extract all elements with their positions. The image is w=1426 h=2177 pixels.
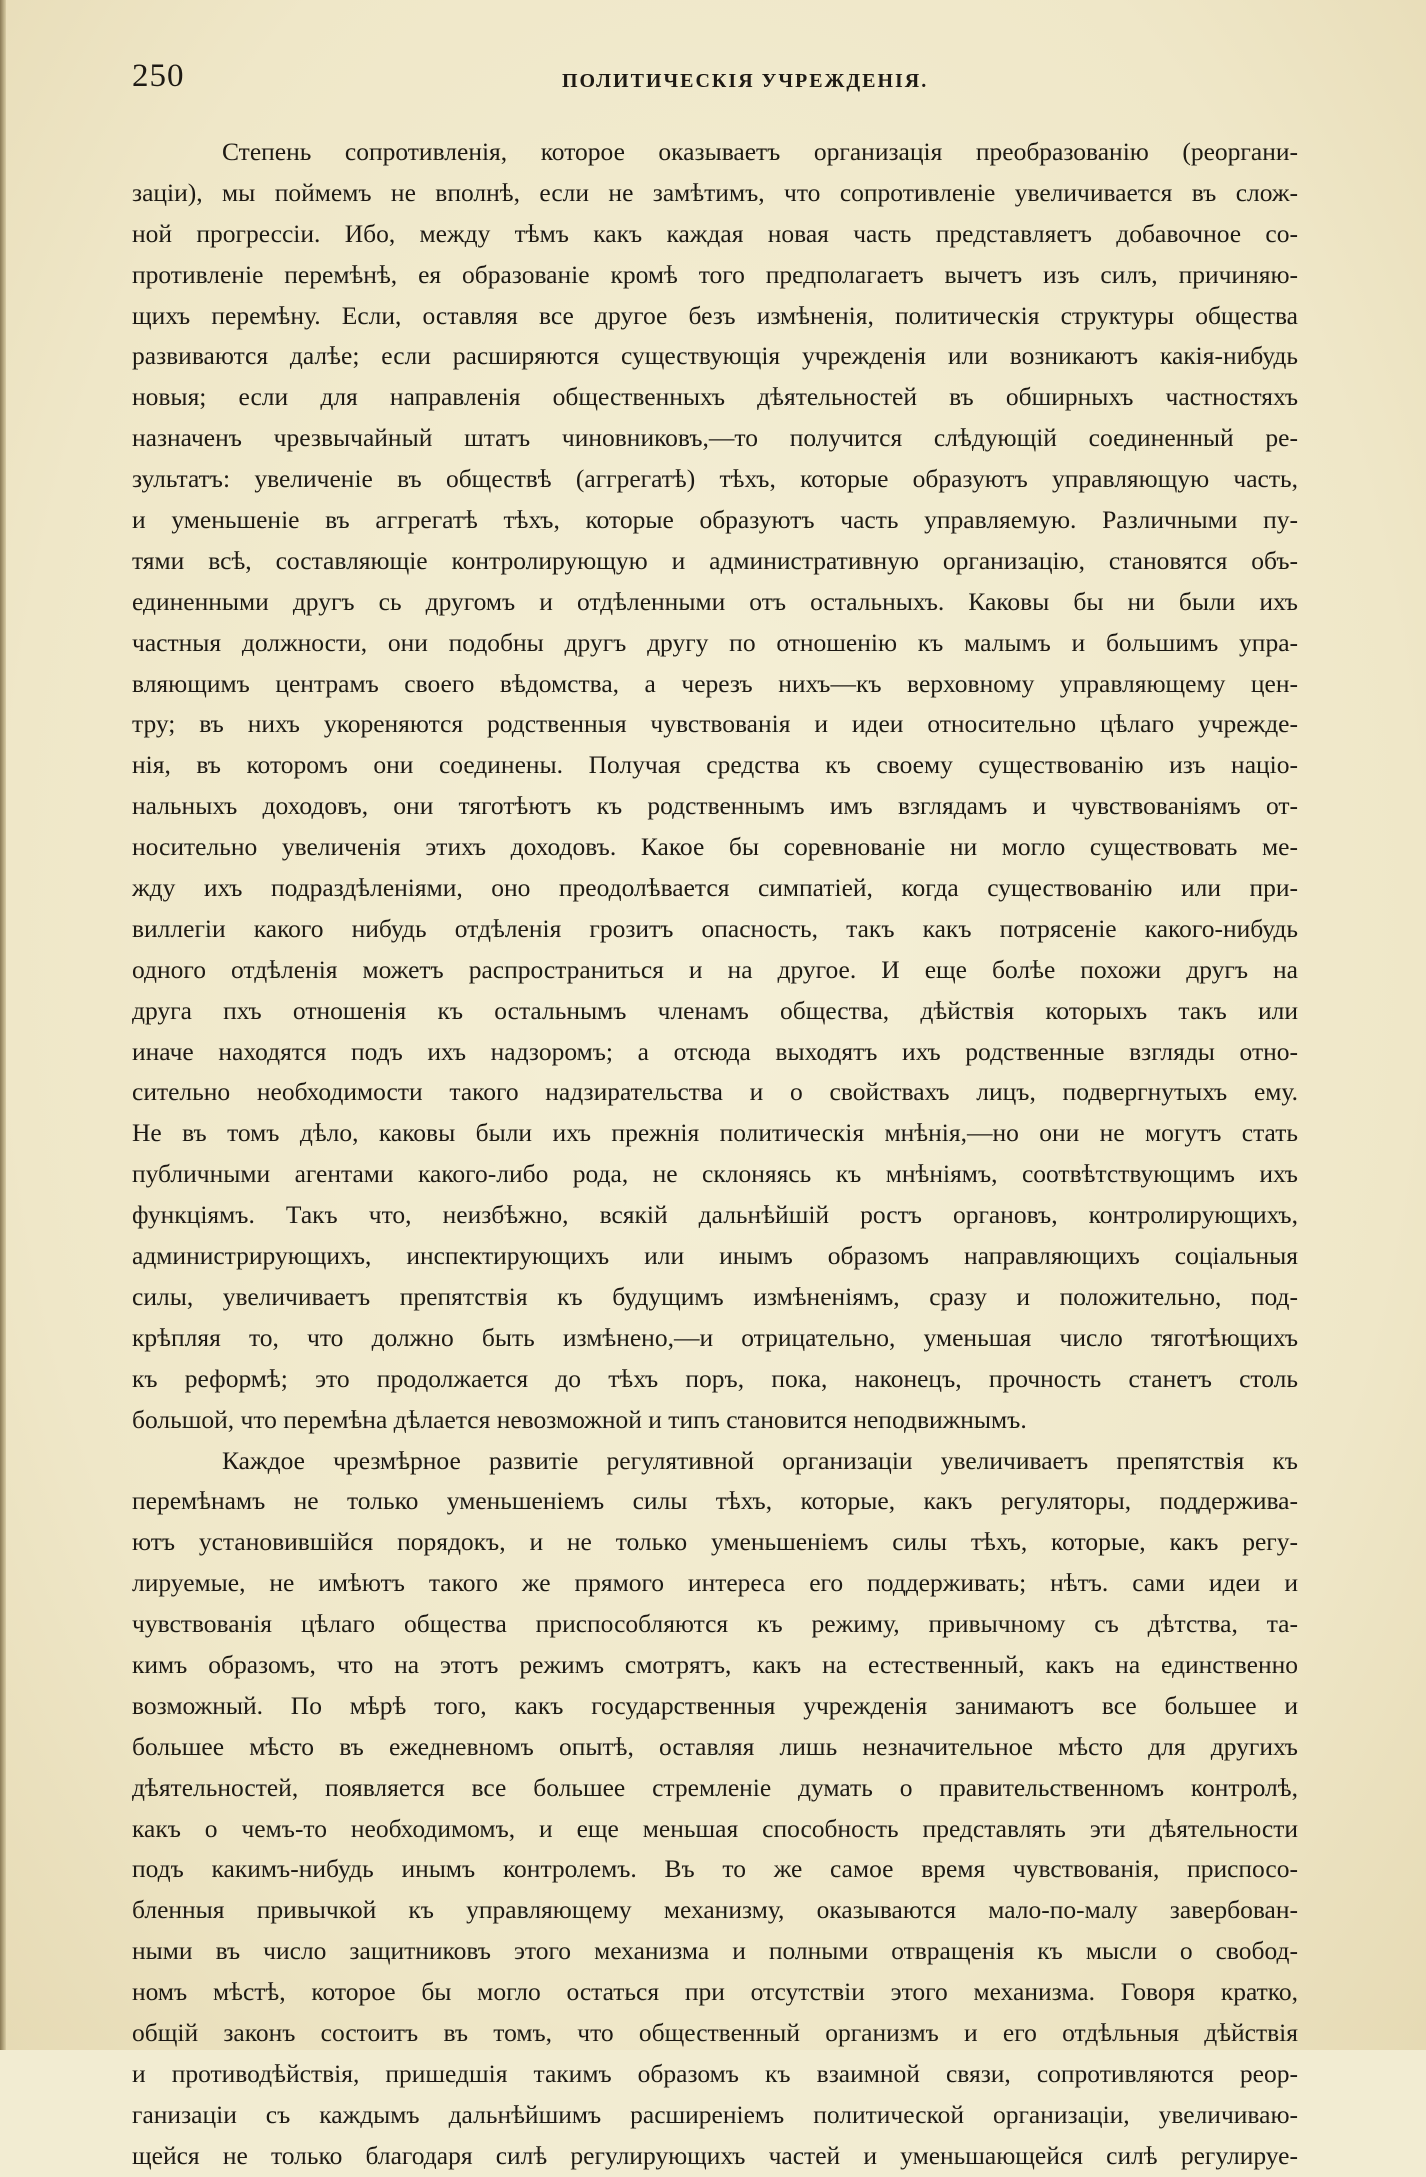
text-line: заціи), мы поймемъ не вполнѣ, если не замѣтимъ, что сопротивленіе увеличивается въ слож- bbox=[132, 177, 1298, 207]
text-line: сительно необходимости такого надзирательства и о свойствахъ лицъ, подвергнутыхъ ему. bbox=[132, 1077, 1298, 1107]
text-line: виллегіи какого нибудь отдѣленія грозитъ опасность, такъ какъ потрясеніе какого-нибудь bbox=[132, 913, 1298, 943]
text-line: бленныя привычкой къ управляющему механизму, оказываются мало-по-малу завербован- bbox=[132, 1895, 1298, 1925]
text-line: ганизаціи съ каждымъ дальнѣйшимъ расширеніемъ политической организаціи, увеличиваю- bbox=[132, 2099, 1298, 2129]
text-line: новыя; если для направленія общественныхъ дѣятельностей въ обширныхъ частностяхъ bbox=[132, 382, 1298, 412]
text-line: публичными агентами какого-либо рода, не склоняясь къ мнѣніямъ, соотвѣтствующимъ ихъ bbox=[132, 1159, 1298, 1189]
text-line: вляющимъ центрамъ своего вѣдомства, а черезъ нихъ—къ верховному управляющему цен- bbox=[132, 668, 1298, 698]
page-header bbox=[132, 58, 1298, 108]
text-line: дѣятельностей, появляется все большее стремленіе думать о правительственномъ контролѣ, bbox=[132, 1772, 1298, 1802]
text-line: номъ мѣстѣ, которое бы могло остаться при отсутствіи этого механизма. Говоря кратко, bbox=[132, 1977, 1298, 2007]
text-line: носительно увеличенія этихъ доходовъ. Какое бы соревнованіе ни могло существовать ме- bbox=[132, 832, 1298, 862]
text-line: и противодѣйствія, пришедшія такимъ образомъ къ взаимной связи, сопротивляются реор- bbox=[132, 2058, 1298, 2088]
text-line: перемѣнамъ не только уменьшеніемъ силы тѣхъ, которые, какъ регуляторы, поддержива- bbox=[132, 1486, 1298, 1516]
text-line: жду ихъ подраздѣленіями, оно преодолѣвается симпатіей, когда существованію или при- bbox=[132, 873, 1298, 903]
running-title: ПОЛИТИЧЕСКІЯ УЧРЕЖДЕНІЯ. bbox=[562, 70, 929, 92]
text-line: какъ о чемъ-то необходимомъ, и еще меньшая способность представлять эти дѣятельности bbox=[132, 1813, 1298, 1843]
text-line: друга пхъ отношенія къ остальнымъ членамъ общества, дѣйствія которыхъ такъ или bbox=[132, 995, 1298, 1025]
paragraph bbox=[132, 1441, 1298, 2177]
text-line: развиваются далѣе; если расширяются существующія учрежденія или возникаютъ какія-нибудь bbox=[132, 341, 1298, 371]
text-line: лируемые, не имѣютъ такого же прямого интереса его поддерживать; нѣтъ. сами идеи и bbox=[132, 1568, 1298, 1598]
text-line: щихъ перемѣну. Если, оставляя все другое безъ измѣненія, политическія структуры общества bbox=[132, 300, 1298, 330]
text-line: крѣпляя то, что должно быть измѣнено,—и отрицательно, уменьшая число тяготѣющихъ bbox=[132, 1322, 1298, 1352]
text-line: тями всѣ, составляющіе контролирующую и административную организацію, становятся объ- bbox=[132, 545, 1298, 575]
body-text bbox=[132, 132, 1298, 2177]
text-line: назначенъ чрезвычайный штатъ чиновниковъ,—то получится слѣдующій соединенный ре- bbox=[132, 423, 1298, 453]
text-line: нія, въ которомъ они соединены. Получая средства къ своему существованію изъ націо- bbox=[132, 750, 1298, 780]
text-line: къ реформѣ; это продолжается до тѣхъ поръ, пока, наконецъ, прочность станетъ столь bbox=[132, 1363, 1298, 1393]
text-line: большее мѣсто въ ежедневномъ опытѣ, оставляя лишь незначительное мѣсто для другихъ bbox=[132, 1731, 1298, 1761]
text-line: нальныхъ доходовъ, они тяготѣютъ къ родственнымъ имъ взглядамъ и чувствованіямъ от- bbox=[132, 791, 1298, 821]
text-line: подъ какимъ-нибудь инымъ контролемъ. Въ то же самое время чувствованія, приспосо- bbox=[132, 1854, 1298, 1884]
text-line: и уменьшеніе въ аггрегатѣ тѣхъ, которые образуютъ часть управляемую. Различными пу- bbox=[132, 505, 1298, 535]
text-line: общій законъ состоитъ въ томъ, что общественный организмъ и его отдѣльныя дѣйствія bbox=[132, 2017, 1298, 2047]
text-line: частныя должности, они подобны другъ другу по отношенію къ малымъ и большимъ упра- bbox=[132, 627, 1298, 657]
text-line: ной прогрессіи. Ибо, между тѣмъ какъ каждая новая часть представляетъ добавочное со- bbox=[132, 218, 1298, 248]
text-line: Каждое чрезмѣрное развитіе регулятивной организаціи увеличиваетъ препятствія къ bbox=[222, 1445, 1298, 1475]
text-line: тру; въ нихъ укореняются родственныя чувствованія и идеи относительно цѣлаго учрежде- bbox=[132, 709, 1298, 739]
text-line: большой, что перемѣна дѣлается невозможной и типъ становится неподвижнымъ. bbox=[132, 1404, 1027, 1434]
text-line: ютъ установившійся порядокъ, и не только уменьшеніемъ силы тѣхъ, которые, какъ регу- bbox=[132, 1527, 1298, 1557]
text-line: функціямъ. Такъ что, неизбѣжно, всякій дальнѣйшій ростъ органовъ, контролирующихъ, bbox=[132, 1200, 1298, 1230]
text-line: силы, увеличиваетъ препятствія къ будущимъ измѣненіямъ, сразу и положительно, под- bbox=[132, 1281, 1298, 1311]
text-line: щейся не только благодаря силѣ регулирующихъ частей и уменьшающейся силѣ регулируе- bbox=[132, 2140, 1298, 2170]
text-line: кимъ образомъ, что на этотъ режимъ смотрятъ, какъ на естественный, какъ на единственно bbox=[132, 1649, 1298, 1679]
text-line: иначе находятся подъ ихъ надзоромъ; а отсюда выходятъ ихъ родственные взгляды отно- bbox=[132, 1036, 1298, 1066]
text-line: администрирующихъ, инспектирующихъ или инымъ образомъ направляющихъ соціальныя bbox=[132, 1241, 1298, 1271]
page-edge bbox=[0, 0, 6, 2050]
text-line: противленіе перемѣнѣ, ея образованіе кромѣ того предполагаетъ вычетъ изъ силъ, причиняю- bbox=[132, 259, 1298, 289]
text-line: возможный. По мѣрѣ того, какъ государственныя учрежденія занимаютъ все большее и bbox=[132, 1690, 1298, 1720]
text-line: Степень сопротивленія, которое оказываетъ организація преобразованію (реоргани- bbox=[222, 137, 1298, 166]
paragraph bbox=[132, 132, 1298, 1441]
text-line: чувствованія цѣлаго общества приспособляются къ режиму, привычному съ дѣтства, та- bbox=[132, 1609, 1298, 1639]
text-line: Не въ томъ дѣло, каковы были ихъ прежнія политическія мнѣнія,—но они не могутъ стать bbox=[132, 1118, 1298, 1148]
page-number: 250 bbox=[132, 58, 185, 94]
text-line: зультатъ: увеличеніе въ обществѣ (аггрегатѣ) тѣхъ, которые образуютъ управляющую часть, bbox=[132, 464, 1298, 494]
text-line: единенными другъ сь другомъ и отдѣленными отъ остальныхъ. Каковы бы ни были ихъ bbox=[132, 586, 1298, 616]
text-line: одного отдѣленія можетъ распространиться и на другое. И еще болѣе похожи другъ на bbox=[132, 954, 1298, 984]
text-line: ными въ число защитниковъ этого механизма и полными отвращенія къ мысли о свобод- bbox=[132, 1936, 1298, 1966]
